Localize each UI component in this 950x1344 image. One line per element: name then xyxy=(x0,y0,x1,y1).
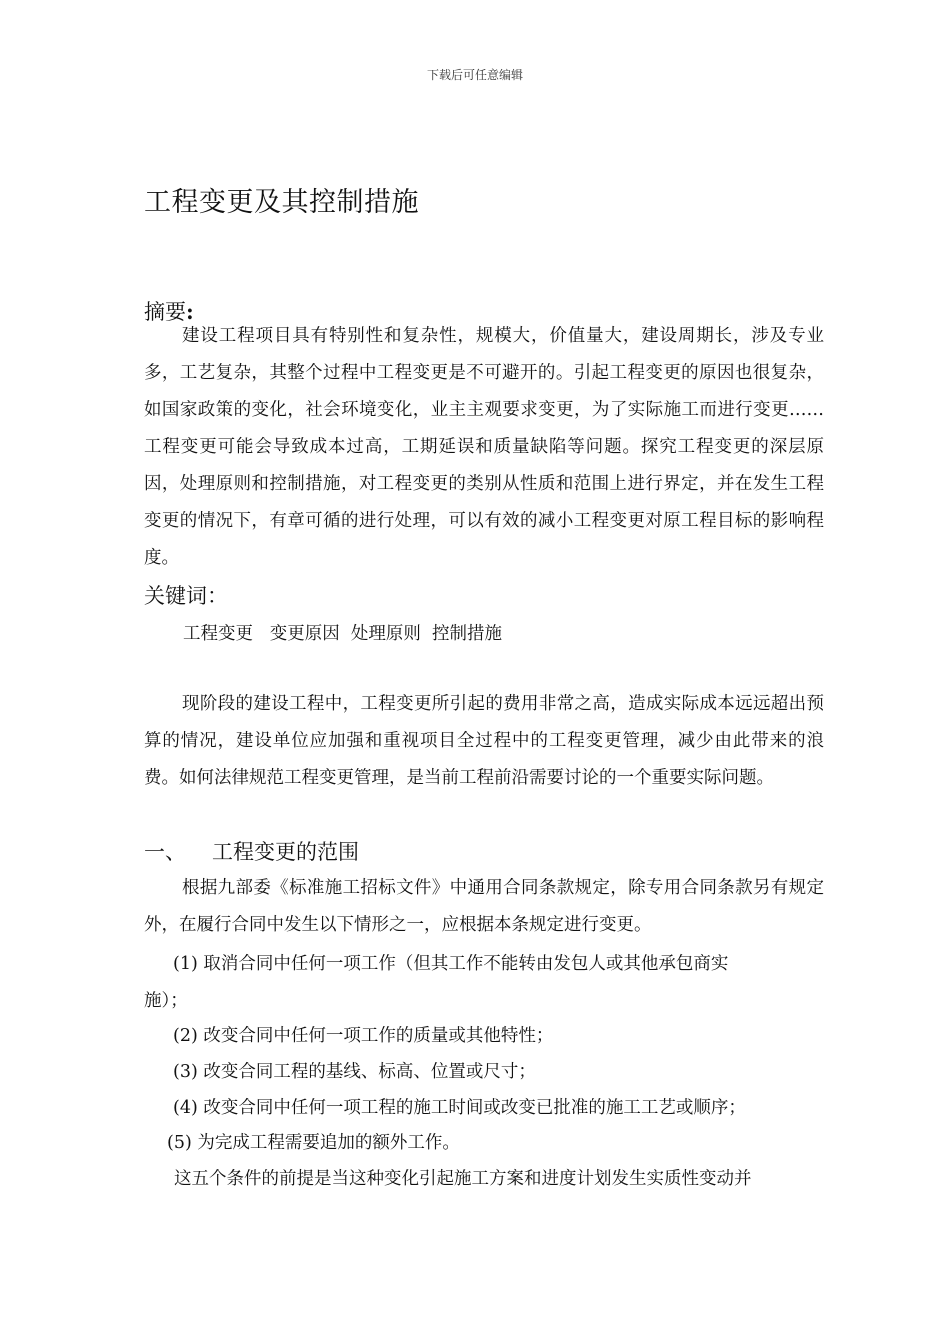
section-number: 一、 xyxy=(144,840,186,864)
section1-block xyxy=(144,870,824,944)
list-item-1-line-1: (1) 取消合同中任何一项工作（但其工作不能转由发包人或其他承包商实 xyxy=(173,954,729,974)
list-item-4: (4) 改变合同中任何一项工程的施工时间或改变已批准的施工工艺或顺序； xyxy=(173,1098,746,1118)
intro-block xyxy=(144,686,824,797)
document-title: 工程变更及其控制措施 xyxy=(144,187,419,218)
section1-paragraph: 根据九部委《标准施工招标文件》中通用合同条款规定，除专用合同条款另有规定外，在履行合同中发生以下情形之一，应根据本条规定进行变更。 xyxy=(144,878,824,935)
abstract-paragraph: 建设工程项目具有特别性和复杂性，规模大，价值量大，建设周期长，涉及专业多，工艺复杂，其整个过程中工程变更是不可避开的。引起工程变更的原因也很复杂，如国家政策的变化，社会环境变化，业主主观要求变更，为了实际施工而进行变更……工程变更可能会导致成本过高，工期延误和质量缺陷等问题。探究工程变更的深层原因，处理原则和控制措施，对工程变更的类别从性质和范围上进行界定，并在发生工程变更的情况下，有章可循的进行处理，可以有效的减小工程变更对原工程目标的影响程度。 xyxy=(144,326,824,568)
abstract-label: 摘要 xyxy=(144,300,186,324)
abstract-block xyxy=(144,318,824,577)
abstract-colon: : xyxy=(186,299,194,324)
header-note: 下载后可任意编辑 xyxy=(426,68,523,82)
list-item-5: (5) 为完成工程需要追加的额外工作。 xyxy=(167,1133,460,1153)
list-item-1-line-2: 施）； xyxy=(144,991,188,1011)
keywords-heading: 关键词： xyxy=(144,584,228,608)
list-item-2: (2) 改变合同中任何一项工作的质量或其他特性； xyxy=(173,1026,554,1046)
section-heading-1 xyxy=(144,836,359,866)
intro-paragraph: 现阶段的建设工程中，工程变更所引起的费用非常之高，造成实际成本远远超出预算的情况，建设单位应加强和重视项目全过程中的工程变更管理，减少由此带来的浪费。如何法律规范工程变更管理，是当前工程前沿需要讨论的一个重要实际问题。 xyxy=(144,694,824,788)
keywords-list: 工程变更 变更原因 处理原则 控制措施 xyxy=(183,624,502,644)
section-title: 工程变更的范围 xyxy=(212,840,359,864)
closing-line: 这五个条件的前提是当这种变化引起施工方案和进度计划发生实质性变动并 xyxy=(174,1169,752,1189)
list-item-3: (3) 改变合同工程的基线、标高、位置或尺寸； xyxy=(173,1062,536,1082)
